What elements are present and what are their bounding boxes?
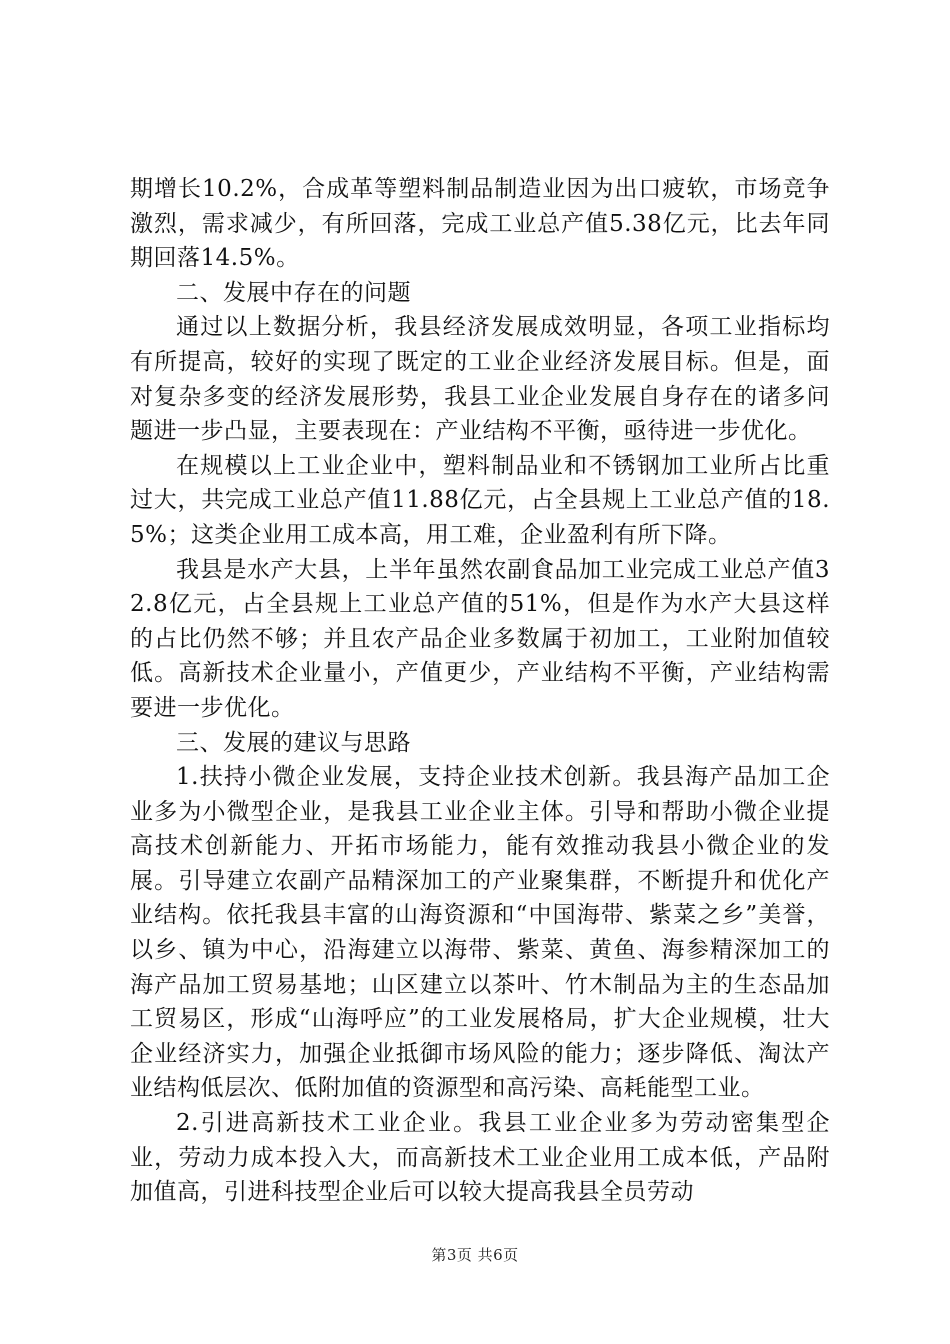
section-heading-problems: 二、发展中存在的问题 — [176, 279, 411, 306]
document-body — [130, 172, 830, 1210]
paragraph-continuation: 期增长10.2%，合成革等塑料制品制造业因为出口疲软，市场竞争激烈，需求减少，有所回落，完成工业总产值5.38亿元，比去年同期回落14.5%。 — [130, 176, 830, 272]
paragraph-plastics: 在规模以上工业企业中，塑料制品业和不锈钢加工业所占比重过大，共完成工业总产值11.88亿元，占全县规上工业总产值的18.5%；这类企业用工成本高，用工难，企业盈利有所下降。 — [130, 452, 830, 548]
page-number-label: 第3页 共6页 — [431, 1246, 519, 1264]
paragraph-analysis: 通过以上数据分析，我县经济发展成效明显，各项工业指标均有所提高，较好的实现了既定的工业企业经济发展目标。但是，面对复杂多变的经济发展形势，我县工业企业发展自身存在的诸多问题进一步凸显，主要表现在：产业结构不平衡，亟待进一步优化。 — [130, 314, 830, 445]
paragraph-aquatic: 我县是水产大县，上半年虽然农副食品加工业完成工业总产值32.8亿元，占全县规上工业总产值的51%，但是作为水产大县这样的占比仍然不够；并且农产品企业多数属于初加工，工业附加值较低。高新技术企业量小，产值更少，产业结构不平衡，产业结构需要进一步优化。 — [130, 556, 830, 721]
paragraph-suggestion-1: 1.扶持小微企业发展，支持企业技术创新。我县海产品加工企业多为小微型企业，是我县工业企业主体。引导和帮助小微企业提高技术创新能力、开拓市场能力，能有效推动我县小微企业的发展。引导建立农副产品精深加工的产业聚集群，不断提升和优化产业结构。依托我县丰富的山海资源和“中国海带、紫菜之乡”美誉，以乡、镇为中心，沿海建立以海带、紫菜、黄鱼、海参精深加工的海产品加工贸易基地；山区建立以茶叶、竹木制品为主的生态品加工贸易区，形成“山海呼应”的工业发展格局，扩大企业规模，壮大企业经济实力，加强企业抵御市场风险的能力；逐步降低、淘汰产业结构低层次、低附加值的资源型和高污染、高耗能型工业。 — [130, 764, 830, 1102]
section-heading-suggestions: 三、发展的建议与思路 — [176, 729, 411, 756]
paragraph-suggestion-2: 2.引进高新技术工业企业。我县工业企业多为劳动密集型企业，劳动力成本投入大，而高新技术工业企业用工成本低，产品附加值高，引进科技型企业后可以较大提高我县全员劳动 — [130, 1110, 830, 1206]
page-footer — [0, 1244, 950, 1265]
